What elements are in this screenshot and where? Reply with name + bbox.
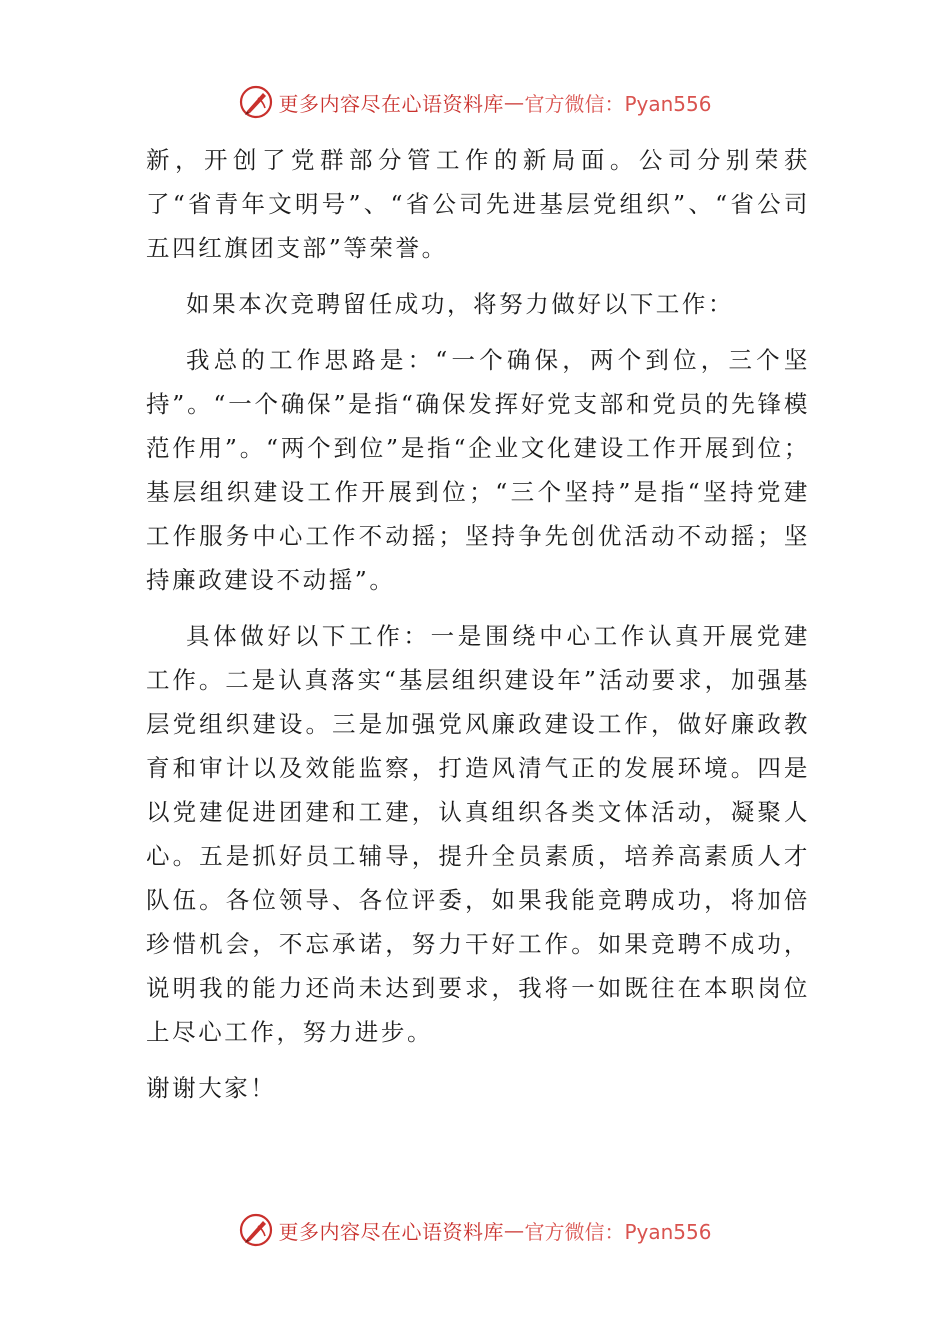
closing-thanks: 谢谢大家！: [146, 1074, 277, 1102]
paragraph-2: 如果本次竞聘留任成功，将努力做好以下工作：: [186, 290, 735, 318]
header-banner: [0, 82, 950, 122]
document-body: [146, 138, 810, 1122]
pen-logo-icon: [238, 84, 274, 120]
pen-logo-icon: [238, 1212, 274, 1248]
banner-wechat: 官方微信：Pyan556: [524, 91, 712, 116]
paragraph-3: 我总的工作思路是：“一个确保，两个到位，三个坚持”。“一个确保”是指“确保发挥好党支部和党员的先锋模范作用”。“两个到位”是指“企业文化建设工作开展到位；基层组织建设工作开展到位；“三个坚持”是指“坚持党建工作服务中心工作不动摇；坚持争先创优活动不动摇；坚持廉政建设不动摇”。: [146, 346, 810, 594]
banner-dash: —: [503, 90, 525, 114]
paragraph-4: 具体做好以下工作：一是围绕中心工作认真开展党建工作。二是认真落实“基层组织建设年”活动要求，加强基层党组织建设。三是加强党风廉政建设工作，做好廉政教育和审计以及效能监察，打造风清气正的发展环境。四是以党建促进团建和工建，认真组织各类文体活动，凝聚人心。五是抓好员工辅导，提升全员素质，培养高素质人才队伍。各位领导、各位评委，如果我能竞聘成功，将加倍珍惜机会，不忘承诺，努力干好工作。如果竞聘不成功，说明我的能力还尚未达到要求，我将一如既往在本职岗位上尽心工作，努力进步。: [146, 622, 810, 1046]
banner-title: 更多内容尽在心语资料库: [278, 91, 504, 116]
banner-title: 更多内容尽在心语资料库: [278, 1219, 504, 1244]
banner-wechat: 官方微信：Pyan556: [524, 1219, 712, 1244]
footer-banner: [0, 1210, 950, 1250]
banner-dash: —: [503, 1218, 525, 1242]
paragraph-1: 新，开创了党群部分管工作的新局面。公司分别荣获了“省青年文明号”、“省公司先进基层党组织”、“省公司五四红旗团支部”等荣誉。: [146, 146, 810, 262]
